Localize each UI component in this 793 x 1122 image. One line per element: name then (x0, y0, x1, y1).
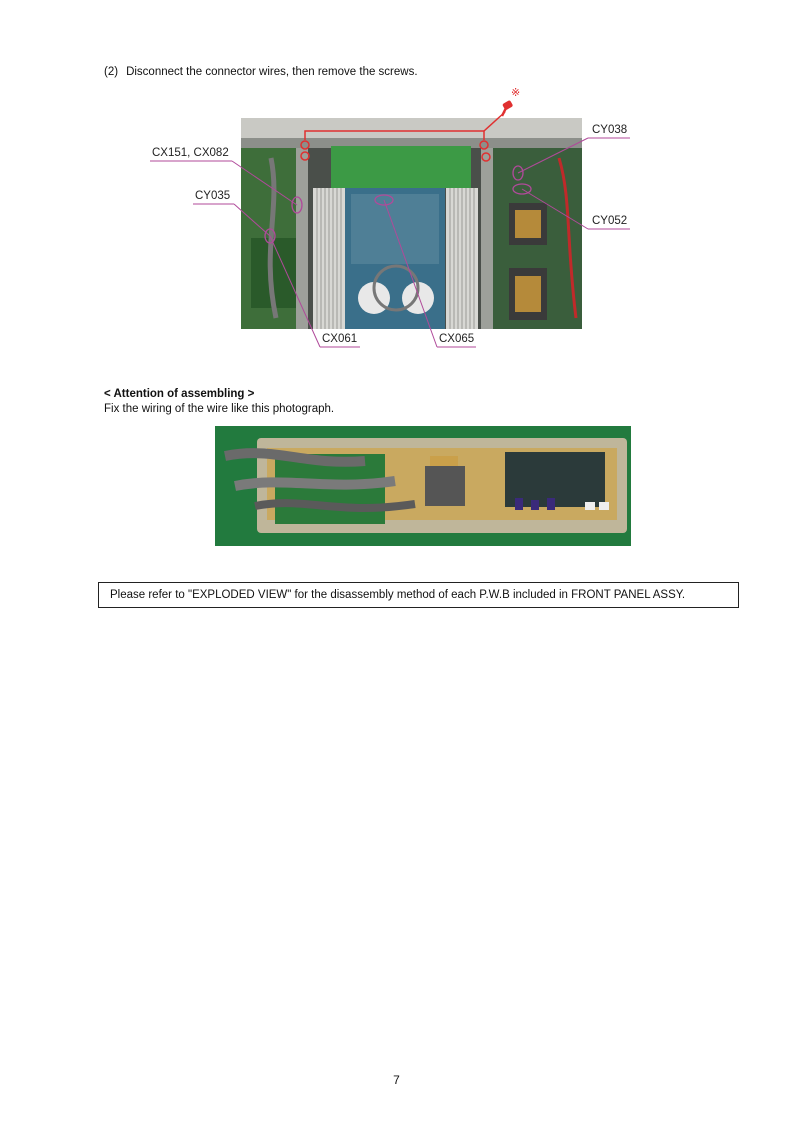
front-panel-wiring-photo (215, 426, 631, 546)
amplifier-interior-illustration (241, 118, 582, 329)
step-number: (2) (104, 66, 119, 78)
note-text: Please refer to "EXPLODED VIEW" for the disassembly method of each P.W.B included in FRONT PANEL ASSY. (110, 589, 686, 601)
callout-cx065: CX065 (439, 333, 475, 345)
step-instruction (104, 66, 418, 78)
step-text: Disconnect the connector wires, then remove the screws. (126, 66, 418, 78)
page-number: 7 (393, 1073, 400, 1087)
exploded-view-note (98, 582, 739, 608)
callout-cx061: CX061 (322, 333, 358, 345)
attention-title: < Attention of assembling > (104, 388, 255, 400)
screw-icon (502, 100, 513, 116)
amplifier-interior-photo (241, 118, 582, 329)
callout-cx151-cx082: CX151, CX082 (152, 147, 229, 159)
callout-cy038: CY038 (592, 124, 628, 136)
front-panel-wiring-illustration (215, 426, 631, 546)
screw-reference-mark: ※ (511, 87, 521, 99)
attention-text: Fix the wiring of the wire like this photograph. (104, 403, 335, 415)
callout-cy035: CY035 (195, 190, 231, 202)
callout-cy052: CY052 (592, 215, 628, 227)
